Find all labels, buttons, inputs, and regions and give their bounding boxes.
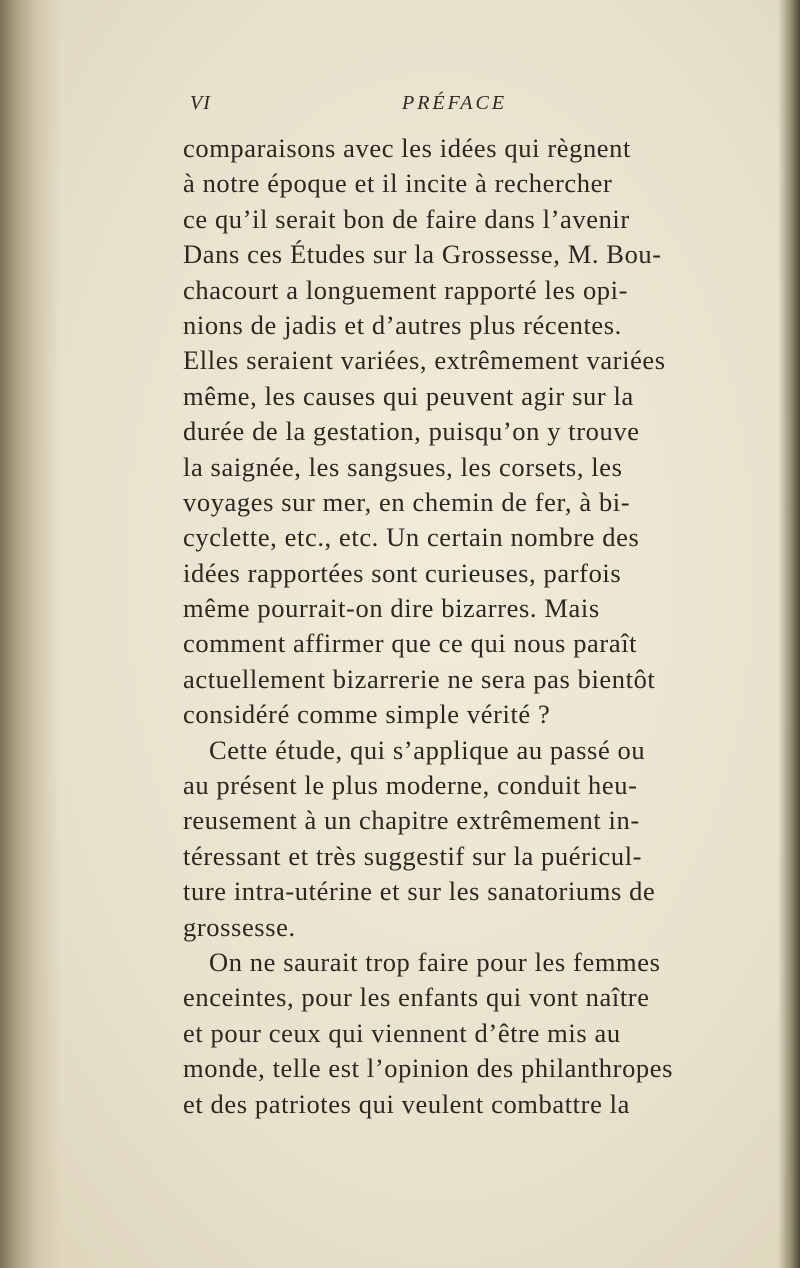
text-line: comment affirmer que ce qui nous paraît <box>183 628 638 659</box>
text-line: au présent le plus moderne, conduit heu- <box>183 770 638 801</box>
page-edge <box>778 0 800 1268</box>
text-line: même, les causes qui peuvent agir sur la <box>183 380 634 411</box>
body-text <box>183 131 773 1122</box>
page-header <box>190 92 750 122</box>
text-line: durée de la gestation, puisqu’on y trouve <box>183 416 640 447</box>
text-line: et pour ceux qui viennent d’être mis au <box>183 1017 621 1048</box>
text-line: reusement à un chapitre extrêmement in- <box>183 805 640 836</box>
page-number: VI <box>190 92 211 114</box>
text-line: la saignée, les sangsues, les corsets, les <box>183 451 623 482</box>
text-line: à notre époque et il incite à rechercher <box>183 168 613 199</box>
text-line: ture intra-utérine et sur les sanatoriums de <box>183 876 656 907</box>
paragraph-start-line: On ne saurait trop faire pour les femmes <box>209 946 661 977</box>
text-line: idées rapportées sont curieuses, parfois <box>183 557 622 588</box>
text-line: ce qu’il serait bon de faire dans l’avenir <box>183 203 630 234</box>
text-line: cyclette, etc., etc. Un certain nombre des <box>183 522 640 553</box>
paragraph-start-line: Cette étude, qui s’applique au passé ou <box>209 734 646 765</box>
text-line: Dans ces Études sur la Grossesse, M. Bou- <box>183 239 662 270</box>
text-line: actuellement bizarrerie ne sera pas bientôt <box>183 663 656 694</box>
text-line: grossesse. <box>183 911 296 942</box>
text-line: et des patriotes qui veulent combattre la <box>183 1088 630 1119</box>
text-line: téressant et très suggestif sur la puéricul- <box>183 840 643 871</box>
binding-shadow <box>0 0 60 1268</box>
text-line: enceintes, pour les enfants qui vont naître <box>183 982 650 1013</box>
text-line: monde, telle est l’opinion des philanthropes <box>183 1053 674 1084</box>
text-line: voyages sur mer, en chemin de fer, à bi- <box>183 486 631 517</box>
running-title: PRÉFACE <box>402 92 508 114</box>
text-line: considéré comme simple vérité ? <box>183 699 551 730</box>
text-line: comparaisons avec les idées qui règnent <box>183 133 631 163</box>
text-line: nions de jadis et d’autres plus récentes. <box>183 309 622 340</box>
text-line: Elles seraient variées, extrêmement variées <box>183 345 666 376</box>
text-line: chacourt a longuement rapporté les opi- <box>183 274 629 305</box>
text-line: même pourrait-on dire bizarres. Mais <box>183 593 600 624</box>
